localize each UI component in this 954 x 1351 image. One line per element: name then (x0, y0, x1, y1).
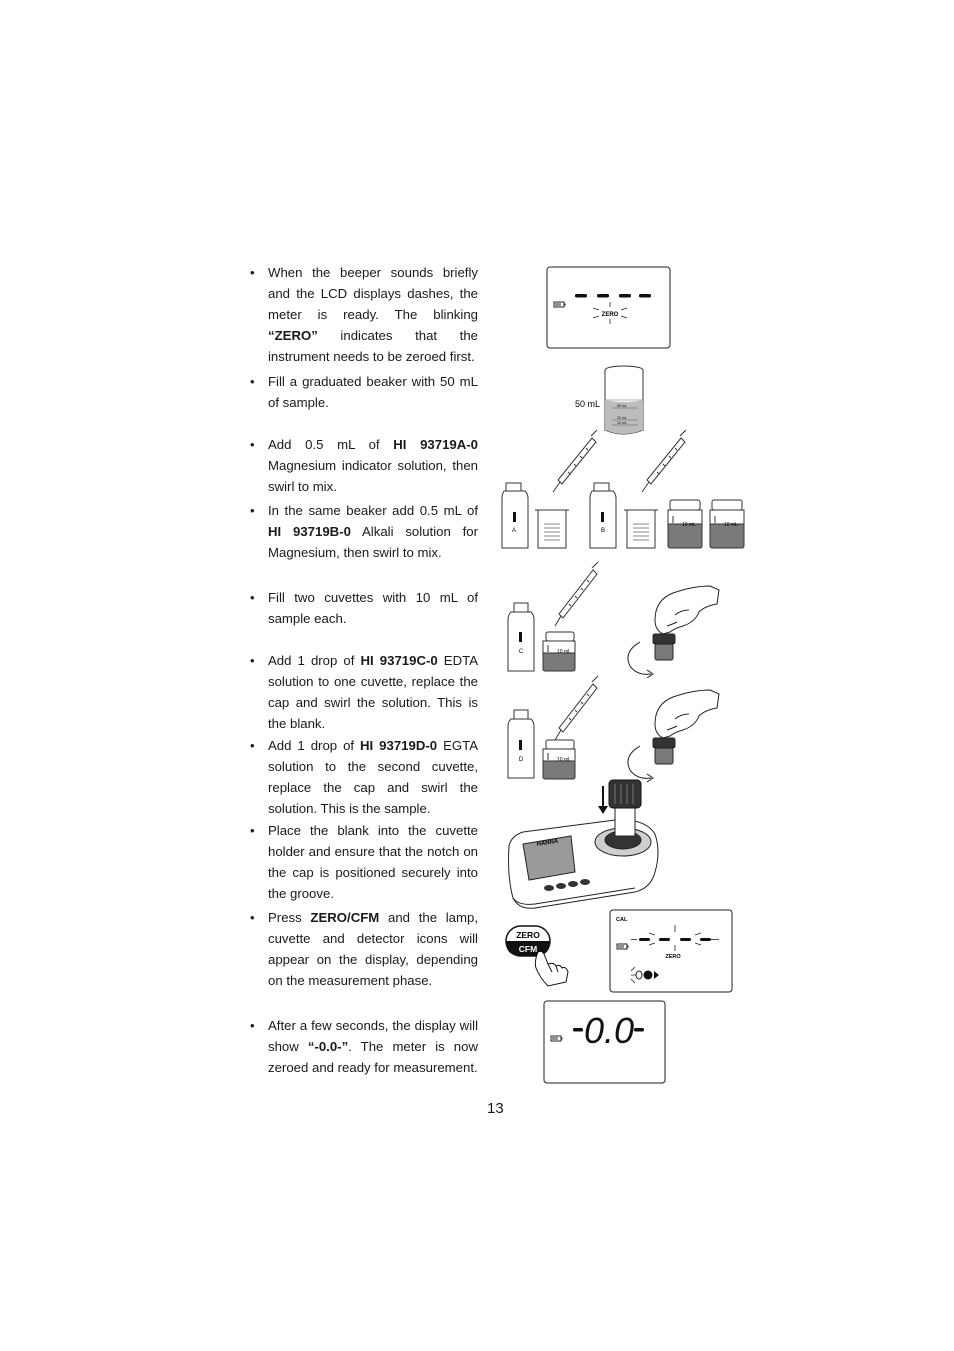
svg-text:10 mL: 10 mL (682, 522, 696, 528)
step-9: • Press ZERO/CFM and the lamp, cuvette and detector icons will appear on the display, depending on the measurement phase. (250, 910, 479, 988)
lcd-reading: 0.0 (583, 1010, 635, 1051)
hand-swirl-icon (628, 690, 719, 782)
lcd-zero-label: ZERO (601, 312, 619, 318)
svg-text:10 mL: 10 mL (557, 757, 571, 763)
syringe-icon (555, 562, 598, 626)
svg-text:C: C (518, 649, 524, 655)
beaker-mark: 20 mL (617, 416, 627, 420)
lcd-dash-left (573, 1028, 583, 1032)
svg-text:A: A (511, 528, 517, 534)
sample-preparation-figure (505, 670, 745, 788)
lcd-calibration-figure (609, 909, 734, 994)
step-4: • In the same beaker add 0.5 mL of HI 93719B-0 Alkali solution for Magnesium, then swirl to mix. (250, 503, 478, 560)
blank-preparation-figure (505, 560, 745, 678)
pressing-finger-icon (535, 951, 568, 986)
reagent-addition-figure (500, 428, 746, 552)
step-8: • Place the blank into the cuvette holder and ensure that the notch on the cap is positioned securely into the groove. (250, 823, 478, 901)
step-1: • When the beeper sounds briefly and the LCD displays dashes, the meter is ready. The blinking “ZERO” indicates that the instrument needs to be zeroed first. (250, 262, 478, 367)
lcd-zero-label: ZERO (665, 954, 681, 960)
meter-brand-label: HANNA (536, 838, 559, 848)
svg-text:10 mL: 10 mL (724, 522, 738, 528)
svg-text:D: D (518, 757, 524, 763)
page-number: 13 (487, 1100, 504, 1117)
step-7: • Add 1 drop of HI 93719D-0 EGTA solution to the second cuvette, replace the cap and swirl the solution. This is the sample. (250, 738, 478, 816)
step-10: • After a few seconds, the display will show “-0.0-”. The meter is now zeroed and ready for measurement. (250, 1018, 479, 1075)
reagent-bottle-c (508, 603, 534, 671)
reagent-bottle-d (508, 710, 534, 778)
meter-insert-figure (505, 776, 665, 918)
reagent-bottle-b (590, 483, 616, 548)
step-6: • Add 1 drop of HI 93719C-0 EDTA solution to one cuvette, replace the cap and swirl the solution. This is the blank. (250, 653, 478, 731)
svg-text:B: B (600, 528, 606, 534)
beaker-volume-label: 50 mL (575, 399, 601, 409)
step-2: • Fill a graduated beaker with 50 mL of sample. (250, 374, 478, 410)
down-arrow-icon (598, 786, 608, 814)
reagent-bottle-a (502, 483, 528, 548)
lcd-dashes-figure (546, 266, 672, 350)
button-cfm-label: CFM (518, 944, 538, 954)
lcd-cal-label: CAL (616, 917, 628, 923)
cuvette (710, 500, 744, 548)
step-5: • Fill two cuvettes with 10 mL of sample each. (250, 590, 478, 626)
lcd-zeroed-figure (543, 1000, 667, 1086)
hand-swirl-icon (628, 586, 719, 678)
syringe-icon (642, 430, 686, 492)
bullet: • (250, 265, 255, 280)
zero-cfm-button[interactable] (506, 926, 550, 956)
lcd-dash-right (634, 1028, 644, 1032)
small-beaker (535, 510, 569, 548)
cuvette (668, 500, 702, 548)
step-3: • Add 0.5 mL of HI 93719A-0 Magnesium indicator solution, then swirl to mix. (250, 437, 478, 494)
cuvette (543, 632, 575, 671)
syringe-icon (555, 676, 598, 740)
button-zero-label: ZERO (516, 930, 540, 940)
zero-cfm-button-figure (496, 922, 576, 988)
meter-body (509, 820, 659, 909)
beaker-mark: 10 mL (617, 421, 627, 425)
svg-text:10 mL: 10 mL (557, 649, 571, 655)
small-beaker (624, 510, 658, 548)
syringe-icon (553, 430, 597, 492)
cuvette (543, 740, 575, 779)
beaker-mark: 50 mL (617, 404, 627, 408)
